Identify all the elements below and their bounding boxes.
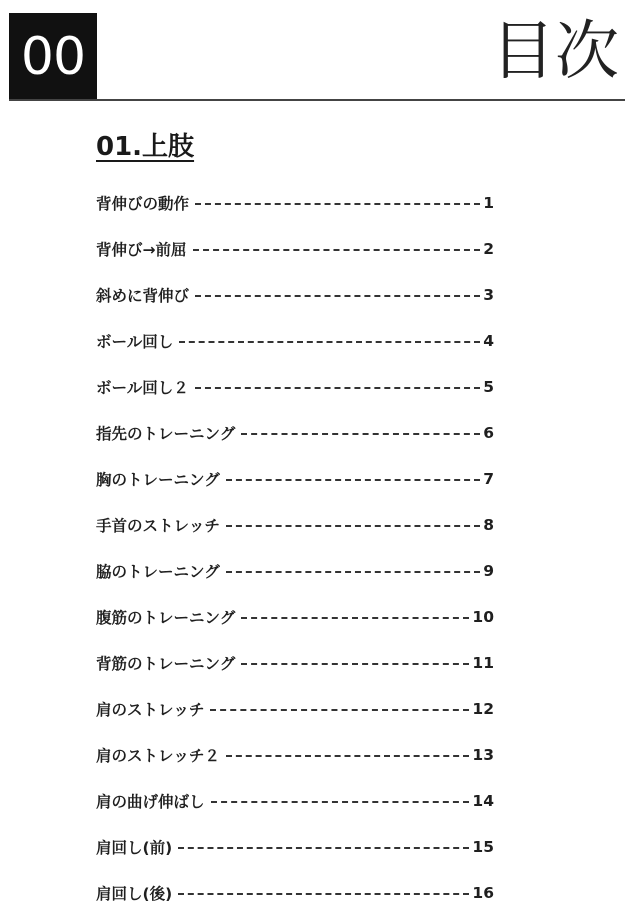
toc-leader-dots — [226, 479, 481, 481]
toc-entry[interactable] — [96, 548, 494, 594]
toc-page-number: 7 — [483, 470, 494, 488]
toc-entry-label: 肩のストレッチ２ — [96, 747, 220, 765]
toc-entry-label: ボール回し — [96, 333, 174, 351]
toc-entry[interactable] — [96, 410, 494, 456]
toc-leader-dots — [195, 203, 480, 205]
toc-page-number: 8 — [483, 516, 494, 534]
toc-leader-dots — [178, 893, 469, 895]
toc-entry-label: 肩回し(前) — [96, 839, 173, 857]
toc-entry-label: 肩のストレッチ — [96, 701, 205, 719]
toc-entry[interactable] — [96, 456, 494, 502]
toc-leader-dots — [179, 341, 480, 343]
toc-entry[interactable] — [96, 640, 494, 686]
toc-list — [96, 180, 494, 916]
toc-entry-label: 脇のトレーニング — [96, 563, 220, 581]
toc-page-number: 9 — [483, 562, 494, 580]
toc-leader-dots — [241, 433, 480, 435]
chapter-number-badge — [9, 13, 97, 101]
toc-entry[interactable] — [96, 778, 494, 824]
toc-entry[interactable] — [96, 226, 494, 272]
toc-page-number: 16 — [472, 884, 494, 902]
toc-leader-dots — [241, 617, 469, 619]
toc-page-number: 11 — [472, 654, 494, 672]
toc-page-number: 15 — [472, 838, 494, 856]
toc-entry[interactable] — [96, 870, 494, 916]
toc-leader-dots — [210, 709, 469, 711]
toc-entry[interactable] — [96, 180, 494, 226]
toc-leader-dots — [195, 295, 480, 297]
toc-entry-label: 腹筋のトレーニング — [96, 609, 236, 627]
toc-entry-label: 背筋のトレーニング — [96, 655, 236, 673]
toc-entry[interactable] — [96, 594, 494, 640]
toc-page-number: 12 — [472, 700, 494, 718]
toc-entry-label: 肩回し(後) — [96, 885, 173, 903]
toc-page-number: 5 — [483, 378, 494, 396]
chapter-number: 00 — [20, 27, 86, 87]
toc-page-number: 1 — [483, 194, 494, 212]
toc-leader-dots — [211, 801, 470, 803]
toc-entry-label: 胸のトレーニング — [96, 471, 220, 489]
toc-leader-dots — [241, 663, 469, 665]
toc-entry[interactable] — [96, 318, 494, 364]
toc-entry[interactable] — [96, 272, 494, 318]
toc-leader-dots — [193, 249, 481, 251]
toc-entry[interactable] — [96, 502, 494, 548]
toc-entry-label: 肩の曲げ伸ばし — [96, 793, 205, 811]
toc-entry-label: ボール回し２ — [96, 379, 189, 397]
toc-leader-dots — [195, 387, 481, 389]
toc-entry[interactable] — [96, 686, 494, 732]
toc-entry[interactable] — [96, 732, 494, 778]
section-heading[interactable]: 01.上肢 — [96, 132, 195, 162]
toc-page-number: 2 — [483, 240, 494, 258]
toc-page-number: 4 — [483, 332, 494, 350]
toc-entry-label: 斜めに背伸び — [96, 287, 190, 305]
toc-entry[interactable] — [96, 824, 494, 870]
toc-entry-label: 指先のトレーニング — [96, 425, 236, 443]
toc-entry-label: 手首のストレッチ — [96, 517, 220, 535]
toc-entry[interactable] — [96, 364, 494, 410]
toc-leader-dots — [226, 755, 470, 757]
toc-page-number: 3 — [483, 286, 494, 304]
toc-entry-label: 背伸びの動作 — [96, 195, 190, 213]
toc-leader-dots — [226, 525, 480, 527]
toc-page-number: 14 — [472, 792, 494, 810]
header-divider — [9, 99, 625, 101]
toc-entry-label: 背伸び→前屈 — [96, 241, 187, 259]
toc-page-number: 10 — [472, 608, 494, 626]
toc-leader-dots — [178, 847, 469, 849]
toc-leader-dots — [226, 571, 481, 573]
toc-page-number: 6 — [483, 424, 494, 442]
toc-page-number: 13 — [472, 746, 494, 764]
page-title: 目次 — [491, 15, 619, 89]
